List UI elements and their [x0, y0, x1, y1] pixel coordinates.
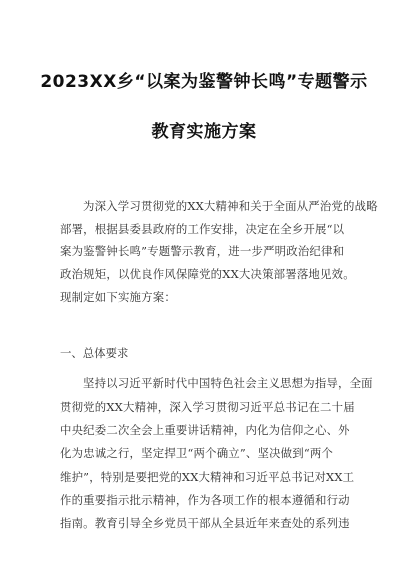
intro-line: 为深入学习贯彻党的XX大精神和关于全面从严治党的战略 [83, 199, 378, 213]
intro-line: 政治规矩，以优良作风保障党的XX大决策部署落地见效。 [60, 267, 355, 281]
section-line: 化为忠诚之行，坚定捍卫“两个确立”、坚决做到“两个 [60, 446, 334, 460]
section-line: 指南。教育引导全乡党员干部从全县近年来查处的系列违 [60, 516, 350, 530]
document-title-line-1: 2023XX乡“以案为鉴警钟长鸣”专题警示 [40, 72, 368, 92]
section-line: 作的重要指示批示精神，作为各项工作的根本遵循和行动 [60, 493, 350, 507]
section-line: 维护”，特别是要把党的XX大精神和习近平总书记对XX工 [60, 470, 355, 484]
intro-line: 部署，根据县委县政府的工作安排，决定在全乡开展“以 [60, 222, 345, 236]
section-line: 中央纪委二次全会上重要讲话精神，内化为信仰之心、外 [60, 423, 350, 437]
document-title-line-2: 教育实施方案 [151, 122, 257, 142]
section-line: 贯彻党的XX大精神，深入学习贯彻习近平总书记在二十届 [60, 400, 355, 414]
intro-line: 案为鉴警钟长鸣”专题警示教育，进一步严明政治纪律和 [60, 244, 345, 258]
section-heading: 一、总体要求 [60, 346, 129, 360]
intro-line: 现制定如下实施方案： [60, 290, 176, 304]
section-line: 坚持以习近平新时代中国特色社会主义思想为指导，全面 [83, 376, 373, 390]
